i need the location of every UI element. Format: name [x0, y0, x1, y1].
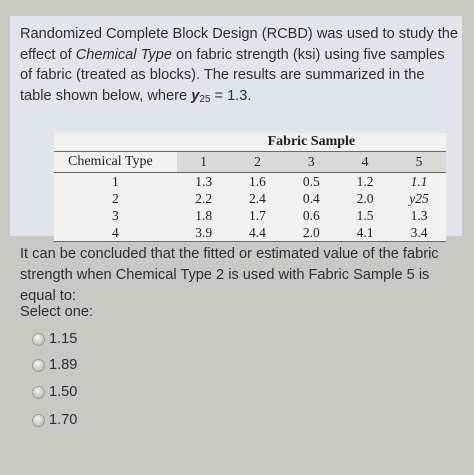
column-header: 4 [338, 152, 392, 173]
table-cell: 1.7 [249, 207, 266, 223]
table-cell: 2.4 [249, 190, 266, 206]
table-row [54, 207, 446, 224]
y25-symbol: $y_{25}$ [191, 87, 211, 105]
question-intro: Randomized Complete Block Design (RCBD) was used to study the effect of [20, 26, 459, 63]
table-cell: 4.4 [231, 224, 285, 242]
table-cell: 3.4 [392, 224, 446, 242]
question-chemical-type: Chemical Type [75, 46, 172, 63]
row-label: 4 [54, 224, 177, 242]
row-label: 2 [112, 190, 119, 206]
table-cell: 1.5 [356, 207, 374, 223]
radio-button[interactable] [32, 414, 45, 427]
table-cell: 0.6 [302, 207, 320, 223]
table-cell: 2.0 [284, 224, 338, 242]
data-table [54, 133, 446, 242]
radio-button[interactable] [32, 386, 45, 399]
table-cell: 2.2 [195, 190, 213, 206]
column-header: 2 [231, 152, 285, 173]
radio-button[interactable] [32, 333, 45, 346]
option-3[interactable] [32, 383, 77, 401]
table-group-row [54, 133, 446, 152]
radio-button[interactable] [32, 359, 45, 372]
table-cell: 1.3 [410, 207, 428, 223]
table-cell: 0.5 [302, 173, 320, 189]
row-label: 1 [112, 173, 119, 189]
table-cell: 1.1 [410, 173, 428, 189]
table-cell: 4.1 [338, 224, 392, 242]
table-cell: 3.9 [177, 224, 231, 242]
option-label: 1.89 [49, 357, 78, 373]
chemical-type-header: Chemical Type [54, 152, 177, 173]
option-label: 1.70 [49, 412, 78, 428]
column-header: 5 [392, 152, 446, 173]
fabric-sample-header: Fabric Sample [267, 134, 356, 149]
table-header-row [54, 152, 446, 173]
column-header: 1 [177, 152, 231, 173]
question-card [10, 16, 462, 240]
y25-value: = 1.3. [210, 87, 252, 104]
table-cell-unknown: y25 [409, 190, 429, 206]
row-label: 3 [112, 207, 119, 223]
table-cell: 0.4 [302, 190, 320, 206]
table-cell: 1.2 [356, 173, 374, 189]
table-row [54, 190, 446, 207]
table-cell: 1.8 [195, 207, 213, 223]
option-1[interactable] [32, 330, 77, 348]
column-header: 3 [284, 152, 338, 173]
answer-prompt: It can be concluded that the fitted or estimated value of the fabric strength when Chemical Type 2 is used with Fabric Sample 5 is equal to: [20, 246, 439, 304]
option-4[interactable] [32, 411, 77, 429]
table-row [54, 173, 446, 191]
table-cell: 1.6 [249, 173, 266, 189]
option-2[interactable] [32, 356, 77, 374]
option-label: 1.15 [49, 331, 78, 347]
table-row [54, 224, 446, 242]
option-label: 1.50 [49, 384, 78, 400]
table-cell: 2.0 [356, 190, 374, 206]
question-description: on fabric strength (ksi) using five samples of fabric (treated as blocks). The results are summarized in the table shown below, where [20, 46, 445, 104]
table-cell: 1.3 [195, 173, 213, 189]
question-text [20, 24, 460, 110]
select-one-label: Select one: [20, 304, 94, 320]
